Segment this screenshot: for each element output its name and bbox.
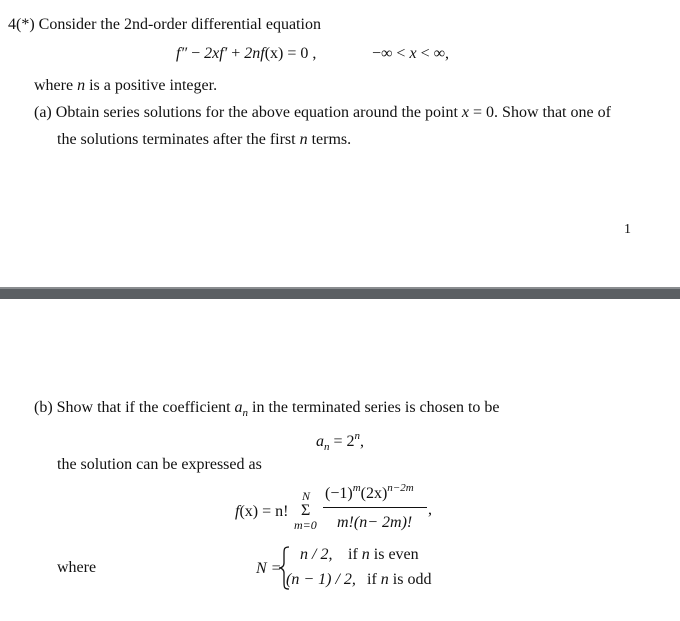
fraction-denominator	[337, 514, 412, 532]
question-header	[8, 16, 321, 34]
question-intro: Consider the 2nd-order differential equation	[38, 16, 321, 33]
fraction-numerator	[325, 482, 414, 504]
domain-x: x	[409, 45, 417, 62]
ode-domain	[372, 45, 449, 63]
an-comma: ,	[360, 433, 365, 450]
sum-top-n: N	[302, 489, 311, 503]
fx-lhs	[235, 503, 288, 521]
part-a-line2	[57, 131, 351, 149]
part-a-line1	[34, 104, 611, 122]
fx-f: f	[235, 503, 240, 520]
ode-arg-x: (x)	[264, 45, 284, 62]
part-b-suffix: in the terminated series is chosen to be	[252, 399, 500, 416]
case2-var: n	[380, 571, 389, 588]
num-mid: (2x)	[360, 485, 388, 502]
page-number: 1	[624, 222, 631, 237]
where-prefix: where	[34, 77, 74, 94]
den-text: m!(n− 2m)!	[337, 514, 413, 531]
question-number: 4(*)	[8, 16, 35, 33]
part-a-line1-suffix: Show that one of	[502, 104, 611, 121]
num-exp: n−2m	[387, 482, 414, 494]
part-b-label: (b)	[34, 399, 53, 416]
part-a-line2-suffix: terms.	[311, 131, 352, 148]
sum-bottom	[294, 518, 317, 533]
an-sub: n	[324, 441, 330, 453]
where-var: n	[77, 77, 86, 94]
ode-f-double-prime: f″	[176, 45, 188, 62]
domain-right: < ∞,	[420, 45, 449, 62]
part-a-line1-prefix: Obtain series solutions for the above equation around the point	[55, 104, 458, 121]
part-b-prefix: Show that if the coefficient	[56, 399, 231, 416]
part-b-coef: a	[234, 399, 243, 416]
fx-equals-n: = n!	[262, 503, 289, 520]
sum-symbol: Σ	[301, 502, 311, 519]
ode-f: f	[260, 45, 265, 62]
ode-minus: −	[191, 45, 201, 62]
part-b-line	[34, 399, 500, 418]
ode-two-x: 2x	[204, 45, 220, 62]
where-suffix: is a positive integer.	[89, 77, 218, 94]
an-equals: = 2	[333, 433, 355, 450]
an-equation	[316, 430, 365, 453]
case1-value-text: n / 2,	[300, 546, 333, 563]
part-a-label: (a)	[34, 104, 52, 121]
case2-value	[286, 571, 356, 589]
where-label: where	[57, 559, 97, 576]
fx-x: (x)	[239, 503, 259, 520]
case1-if: if	[348, 546, 358, 563]
num-m: m	[352, 482, 361, 494]
ode-equation	[176, 45, 316, 63]
an-exp: n	[354, 430, 361, 442]
ode-two-n: 2n	[244, 45, 261, 62]
case2-value-text: (n − 1) / 2,	[286, 571, 356, 588]
part-a-line2-prefix: the solutions terminates after the first	[57, 131, 296, 148]
part-a-point-var: x	[461, 104, 470, 121]
case1-condition	[348, 546, 419, 564]
part-a-point-value: = 0.	[473, 104, 499, 121]
ode-plus: +	[231, 45, 241, 62]
domain-left: −∞ <	[372, 45, 406, 62]
case1-value	[300, 546, 332, 564]
ode-equals-zero: = 0 ,	[287, 45, 317, 62]
page-break-divider	[0, 287, 680, 299]
fx-comma: ,	[428, 501, 432, 518]
solution-text: the solution can be expressed as	[57, 456, 262, 473]
part-b-coef-sub: n	[242, 407, 249, 419]
case1-var: n	[361, 546, 370, 563]
an-a: a	[316, 433, 324, 450]
sum-bottom-index: m=0	[294, 518, 317, 532]
fraction-bar	[323, 507, 427, 508]
part-a-line2-var: n	[299, 131, 308, 148]
case2-if: if	[367, 571, 377, 588]
where-line	[34, 77, 217, 95]
case2-condition	[367, 571, 431, 589]
num-base: (−1)	[325, 485, 353, 502]
n-def-lhs-text: N =	[256, 560, 282, 577]
case2-text: is odd	[392, 571, 432, 588]
case1-text: is even	[373, 546, 419, 563]
ode-f-prime: f′	[219, 45, 228, 62]
